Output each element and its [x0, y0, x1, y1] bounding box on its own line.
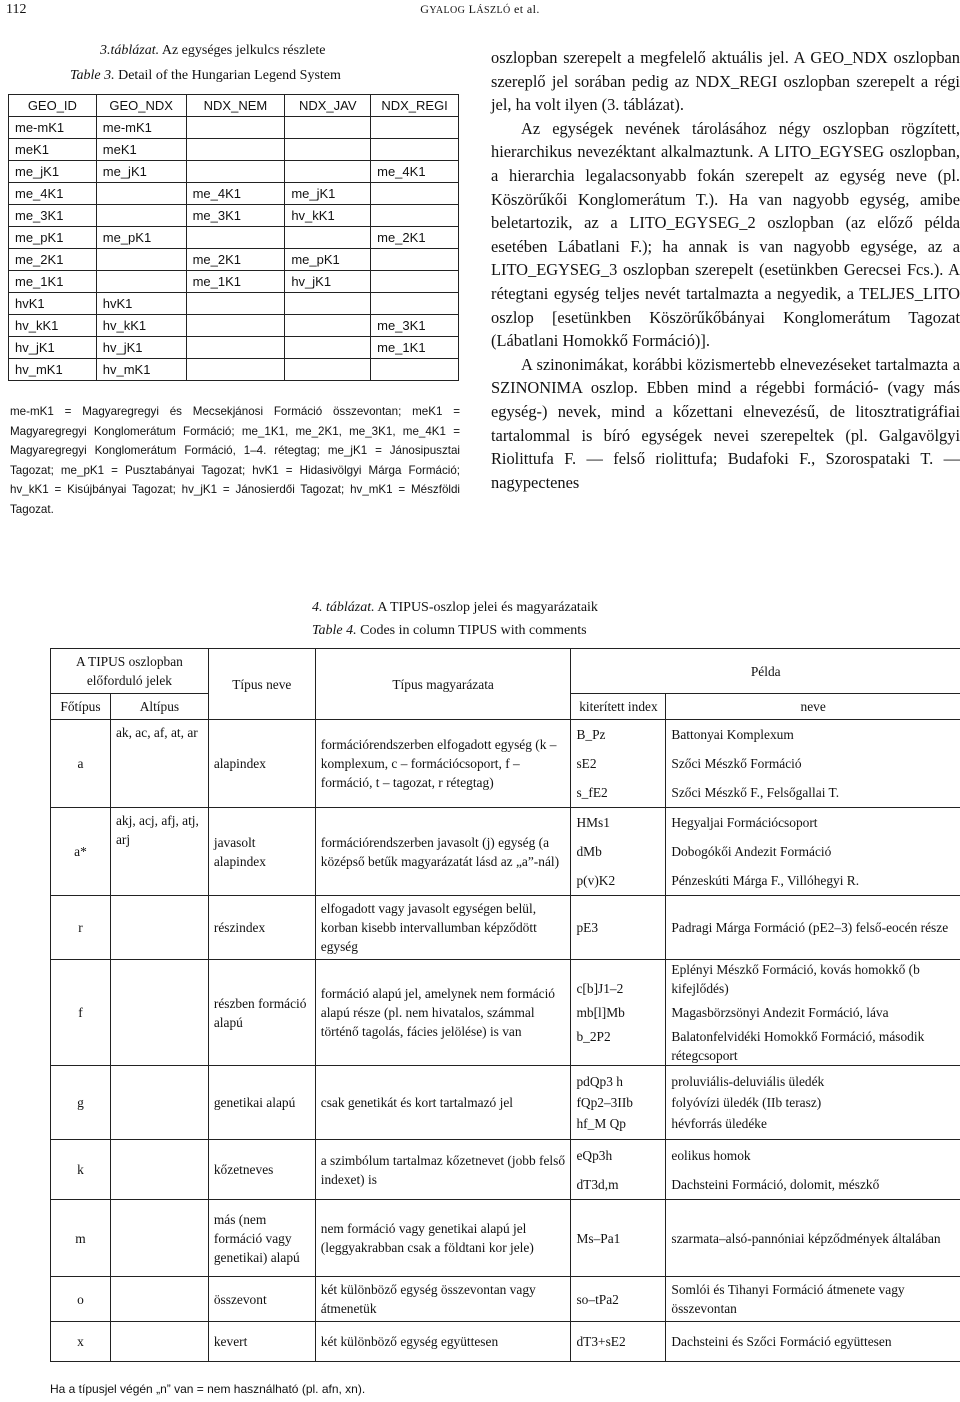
table4-tipus-neve: összevont — [208, 1277, 315, 1322]
example-name: Padragi Márga Formáció (pE2–3) felső-eocén része — [671, 920, 949, 935]
table3-cell — [371, 293, 459, 315]
table4-row — [51, 720, 960, 808]
example-index: Ms–Pa1 — [576, 1230, 621, 1246]
table3-cell — [285, 315, 371, 337]
body-text — [491, 46, 960, 494]
example-index: dT3+sE2 — [576, 1334, 626, 1349]
table3-cell — [371, 359, 459, 381]
table4-row — [51, 1322, 960, 1362]
table4-row — [51, 1066, 960, 1140]
table4-fotipus: a* — [51, 808, 111, 896]
table3-cell — [96, 271, 186, 293]
table4-fotipus: a — [51, 720, 111, 808]
table4 — [50, 648, 960, 1362]
table3-cell — [186, 337, 285, 359]
table4-kiteritett-index — [571, 896, 666, 960]
table3-row — [9, 293, 459, 315]
table4-pelda-neve — [666, 1277, 960, 1322]
table3-cell: me_2K1 — [371, 227, 459, 249]
table3-cell — [96, 205, 186, 227]
table3-legend: me-mK1 = Magyaregregyi és Mecsekjánosi Formáció összevontan; meK1 = Magyaregregyi Konglomerátum Formáció; me_1K1, me_2K1, me_3K1, me_4K1 = Magyaregregyi Konglomerátum Formáció, 1–4. rétegtag; me_jK1 = Jánosipusztai Tagozat; me_pK1 = Pusztabányai Tagozat; hvK1 = Hidasivölgyi Márga Formáció; hv_kK1 = Kisújbányai Tagozat; hv_jK1 = Jánosierdői Tagozat; hv_mK1 = Mészföldi Tagozat. — [10, 405, 460, 516]
table3-cell: me_jK1 — [96, 161, 186, 183]
table4-altipus — [110, 1066, 208, 1140]
table3-row — [9, 139, 459, 161]
table3-cell — [96, 183, 186, 205]
table3-cell: hv_jK1 — [9, 337, 97, 359]
table4-tipus-neve: részben formáció alapú — [208, 960, 315, 1066]
example-name: Dachsteini és Szőci Formáció együttesen — [671, 1334, 892, 1349]
table3-cell — [371, 249, 459, 271]
example-name: folyóvízi üledék (IIb terasz) — [671, 1095, 822, 1110]
example-name: Dachsteini Formáció, dolomit, mészkő — [671, 1176, 880, 1192]
table4-tipus-neve: genetikai alapú — [208, 1066, 315, 1140]
table4-pelda-neve — [666, 1140, 960, 1200]
table3-row — [9, 161, 459, 183]
table3-row — [9, 205, 459, 227]
table3-cell — [186, 293, 285, 315]
example-index: p(v)K2 — [576, 873, 616, 888]
table3-cell — [371, 117, 459, 139]
table3-header-row — [9, 95, 459, 117]
example-index: dT3d,m — [576, 1176, 619, 1192]
page-number: 112 — [6, 2, 27, 17]
table3-cell: me_4K1 — [371, 161, 459, 183]
table4-tipus-neve: részindex — [208, 896, 315, 960]
table4-caption-hu: 4. táblázat. A TIPUS-oszlop jelei és magyarázataik — [312, 600, 598, 615]
table3-cell: hv_jK1 — [96, 337, 186, 359]
table3-cell: me_4K1 — [9, 183, 97, 205]
table4-pelda-neve — [666, 1322, 960, 1362]
example-name: Battonyai Komplexum — [671, 727, 794, 742]
table4-fotipus: f — [51, 960, 111, 1066]
table4-altipus — [110, 1322, 208, 1362]
table3-cell: me_3K1 — [9, 205, 97, 227]
table3-cell: me_pK1 — [9, 227, 97, 249]
example-name: hévforrás üledéke — [671, 1116, 767, 1131]
table4-altipus — [110, 896, 208, 960]
table4-pelda-neve — [666, 960, 960, 1066]
table3-row — [9, 337, 459, 359]
table4-tipus-neve: alapindex — [208, 720, 315, 808]
table4-header-group: A TIPUS oszlopban előforduló jelek — [51, 649, 209, 694]
example-index: fQp2–3IIb — [576, 1095, 633, 1110]
table4-altipus — [110, 1200, 208, 1277]
table4-tipus-magyarazata: nem formáció vagy genetikai alapú jel (leggyakrabban csak a földtani kor jele) — [315, 1200, 571, 1277]
table4-caption-en: Table 4. Codes in column TIPUS with comments — [312, 623, 587, 638]
table4-fotipus: g — [51, 1066, 111, 1140]
table4-tipus-magyarazata: csak genetikát és kort tartalmazó jel — [315, 1066, 571, 1140]
table4-altipus: ak, ac, af, at, ar — [110, 720, 208, 808]
table4-row — [51, 1140, 960, 1200]
example-name: Balatonfelvidéki Homokkő Formáció, második rétegcsoport — [671, 1029, 925, 1063]
table4-caption — [312, 596, 598, 642]
table4-altipus: akj, acj, afj, atj, arj — [110, 808, 208, 896]
table4-kiteritett-index — [571, 960, 666, 1066]
table4-tipus-magyarazata: a szimbólum tartalmaz kőzetnevet (jobb felső indexet) is — [315, 1140, 571, 1200]
table4-kiteritett-index — [571, 720, 666, 808]
table3-cell — [186, 359, 285, 381]
table3-header-cell: GEO_ID — [9, 95, 97, 117]
example-name: Pénzeskúti Márga F., Villóhegyi R. — [671, 873, 860, 888]
table4-row — [51, 896, 960, 960]
table4-header-pelda: Példa — [571, 649, 960, 694]
example-name: Szőci Mészkő Formáció — [671, 756, 802, 771]
table3-cell: hvK1 — [9, 293, 97, 315]
table3-cell: me_2K1 — [9, 249, 97, 271]
example-index: hf_M Qp — [576, 1116, 626, 1131]
table4-fotipus: k — [51, 1140, 111, 1200]
example-name: Hegyaljai Formációcsoport — [671, 815, 818, 830]
table3-cell: hv_mK1 — [96, 359, 186, 381]
table3-cell — [285, 139, 371, 161]
table3-cell: me-mK1 — [96, 117, 186, 139]
example-name: Dobogókői Andezit Formáció — [671, 844, 832, 859]
table3-cell — [285, 161, 371, 183]
table4-altipus — [110, 1140, 208, 1200]
example-index: s_fE2 — [576, 785, 608, 800]
example-name: Szőci Mészkő F., Felsőgallai T. — [671, 785, 840, 800]
table3-row — [9, 183, 459, 205]
example-name: proluviális-deluviális üledék — [671, 1074, 825, 1089]
example-index: eQp3h — [576, 1147, 613, 1163]
table4-kiteritett-index — [571, 1200, 666, 1277]
table3-cell: me_1K1 — [371, 337, 459, 359]
table4-row — [51, 1277, 960, 1322]
table3-cell — [371, 271, 459, 293]
table4-pelda-neve — [666, 896, 960, 960]
table3-row — [9, 249, 459, 271]
table4-fotipus: r — [51, 896, 111, 960]
table4-fotipus: x — [51, 1322, 111, 1362]
table4-tipus-magyarazata: két különböző egység összevontan vagy átmenetük — [315, 1277, 571, 1322]
table3-cell: me_2K1 — [186, 249, 285, 271]
table3-row — [9, 227, 459, 249]
table3-row — [9, 315, 459, 337]
example-index: mb[l]Mb — [576, 1005, 625, 1020]
example-index: so–tPa2 — [576, 1291, 619, 1307]
table3-cell — [285, 337, 371, 359]
table4-kiteritett-index — [571, 1277, 666, 1322]
table4-header-fotipus: Főtípus — [51, 694, 111, 720]
table3-header-cell: NDX_REGI — [371, 95, 459, 117]
table4-tipus-magyarazata: formációrendszerben elfogadott egység (k – komplexum, c – formációcsoport, f –formáció, t – tagozat, r rétegtag) — [315, 720, 571, 808]
example-name: Magasbörzsönyi Andezit Formáció, láva — [671, 1005, 889, 1020]
table4-header-neve: neve — [666, 694, 960, 720]
table4-pelda-neve — [666, 808, 960, 896]
example-index: pdQp3 h — [576, 1074, 623, 1089]
table4-kiteritett-index — [571, 1140, 666, 1200]
table3-cell — [186, 315, 285, 337]
table3-cell: meK1 — [9, 139, 97, 161]
table3-cell: hv_kK1 — [9, 315, 97, 337]
table4-tipus-neve: kőzetneves — [208, 1140, 315, 1200]
table3-row — [9, 117, 459, 139]
table3-cell: hv_kK1 — [96, 315, 186, 337]
table4-tipus-magyarazata: két különböző egység együttesen — [315, 1322, 571, 1362]
table4-header-tipus-magyarazata: Típus magyarázata — [315, 649, 571, 720]
table3-cell: me_pK1 — [96, 227, 186, 249]
table3-cell: hv_mK1 — [9, 359, 97, 381]
table4-header-kiteritett-index: kiterített index — [571, 694, 666, 720]
table4-kiteritett-index — [571, 1322, 666, 1362]
table3-cell: meK1 — [96, 139, 186, 161]
table4-tipus-neve: kevert — [208, 1322, 315, 1362]
table3-cell — [371, 139, 459, 161]
table4-footnote: Ha a típusjel végén „n” van = nem használható (pl. afn, xn). — [50, 1382, 366, 1396]
table3-row — [9, 359, 459, 381]
table4-tipus-magyarazata: formációrendszerben javasolt (j) egység (a középső betűk magyarázatát lásd az „a”-nál) — [315, 808, 571, 896]
table4-tipus-neve: javasolt alapindex — [208, 808, 315, 896]
example-name: Somlói és Tihanyi Formáció átmenete vagy összevontan — [671, 1282, 905, 1316]
table4-pelda-neve — [666, 1066, 960, 1140]
paragraph-3: A szinonimákat, korábbi közismertebb elnevezéseket tartalmazta a SZINONIMA oszlop. Ebben mind a régebbi formáció- (vagy más egység-) nevek, mind a kőzettani elnevezésű, de litosztratigráfiai tartalommal is bíró egységek nevei szerepeltek (pl. Galgavölgyi Riolittufa F. — felső riolittufa; Budafoki F., Szorospataki T. — nagypectenes — [491, 354, 960, 492]
table3-cell — [186, 161, 285, 183]
table3-cell: me-mK1 — [9, 117, 97, 139]
table3-cell — [186, 227, 285, 249]
table3-cell — [96, 249, 186, 271]
example-name: szarmata–alsó-pannóniai képződmények általában — [671, 1230, 941, 1246]
table4-fotipus: m — [51, 1200, 111, 1277]
table4-tipus-magyarazata: formáció alapú jel, amelynek nem formáció alapú része (pl. nem hivatalos, számmal történő tagolás, fácies jelölése) is van — [315, 960, 571, 1066]
table4-pelda-neve — [666, 720, 960, 808]
table4-header-tipus-neve: Típus neve — [208, 649, 315, 720]
table4-tipus-neve: más (nem formáció vagy genetikai) alapú — [208, 1200, 315, 1277]
table3-caption-en: Table 3. Detail of the Hungarian Legend System — [70, 68, 341, 83]
table3 — [8, 94, 459, 381]
table3-cell: me_1K1 — [186, 271, 285, 293]
table3-cell — [285, 117, 371, 139]
example-index: sE2 — [576, 756, 597, 771]
example-index: pE3 — [576, 920, 599, 935]
table3-row — [9, 271, 459, 293]
table4-row — [51, 808, 960, 896]
paragraph-1: oszlopban szerepelt a megfelelő aktuális jel. A GEO_NDX oszlopban szereplő jel sorában pedig az NDX_REGI oszlopban szerepelt a régi jel, ha volt ilyen (3. táblázat). — [491, 48, 960, 115]
table3-cell: me_pK1 — [285, 249, 371, 271]
example-name: Eplényi Mészkő Formáció, kovás homokkő (b kifejlődés) — [671, 962, 920, 996]
table3-caption-hu: 3.táblázat. Az egységes jelkulcs részlete — [100, 43, 326, 58]
table3-cell — [285, 293, 371, 315]
table3-cell: me_3K1 — [371, 315, 459, 337]
table3-cell: hvK1 — [96, 293, 186, 315]
table3-cell: hv_jK1 — [285, 271, 371, 293]
table3-cell — [371, 183, 459, 205]
table3-cell — [285, 227, 371, 249]
example-index: HMs1 — [576, 815, 610, 830]
table3-cell: me_3K1 — [186, 205, 285, 227]
table4-altipus — [110, 1277, 208, 1322]
table4-kiteritett-index — [571, 808, 666, 896]
paragraph-2: Az egységek nevének tárolásához négy oszlopban rögzített, hierarchikus nevezéktant alkalmaztunk. A LITO_EGYSEG oszlopban, a hierarchia legalacsonyabb fokán szerepelt az egység neve (pl. Köszörűkői Konglomerátum T.). Ha van nagyobb egység, amibe beletartozik, az a LITO_EGYSEG_2 oszlopban (az előző példa esetében Lábatlani F.); ha annak is van nagyobb egysége, az a LITO_EGYSEG_3 oszlopban szerepelt (esetünkben Gerecsei Fcs.). A rétegtani egység teljes nevét tartalmazta a negyedik, a TELJES_LITO oszlop [esetünkben Köszörűkőbányai Konglomerátum Tagozat (Lábatlani Homokkő Formáció)]. — [491, 118, 960, 351]
table4-row — [51, 960, 960, 1066]
table4-row — [51, 1200, 960, 1277]
table3-cell: me_jK1 — [9, 161, 97, 183]
example-index: B_Pz — [576, 727, 606, 742]
table4-fotipus: o — [51, 1277, 111, 1322]
table3-cell: hv_kK1 — [285, 205, 371, 227]
table3-cell: me_1K1 — [9, 271, 97, 293]
table4-altipus — [110, 960, 208, 1066]
table3-cell — [186, 117, 285, 139]
example-index: b_2P2 — [576, 1029, 611, 1044]
table3-cell — [371, 205, 459, 227]
table4-tipus-magyarazata: elfogadott vagy javasolt egységen belül, korban kisebb intervallumban képződött egység — [315, 896, 571, 960]
table3-header-cell: GEO_NDX — [96, 95, 186, 117]
table3-header-cell: NDX_JAV — [285, 95, 371, 117]
example-index: c[b]J1–2 — [576, 981, 624, 996]
example-name: eolikus homok — [671, 1147, 751, 1163]
example-index: dMb — [576, 844, 602, 859]
table3-cell — [186, 139, 285, 161]
table3-cell: me_4K1 — [186, 183, 285, 205]
table3-cell: me_jK1 — [285, 183, 371, 205]
table3-cell — [285, 359, 371, 381]
table3-header-cell: NDX_NEM — [186, 95, 285, 117]
running-head: GYALOG LÁSZLÓ et al. — [420, 2, 540, 16]
table4-pelda-neve — [666, 1200, 960, 1277]
table4-header-altipus: Altípus — [110, 694, 208, 720]
table4-kiteritett-index — [571, 1066, 666, 1140]
